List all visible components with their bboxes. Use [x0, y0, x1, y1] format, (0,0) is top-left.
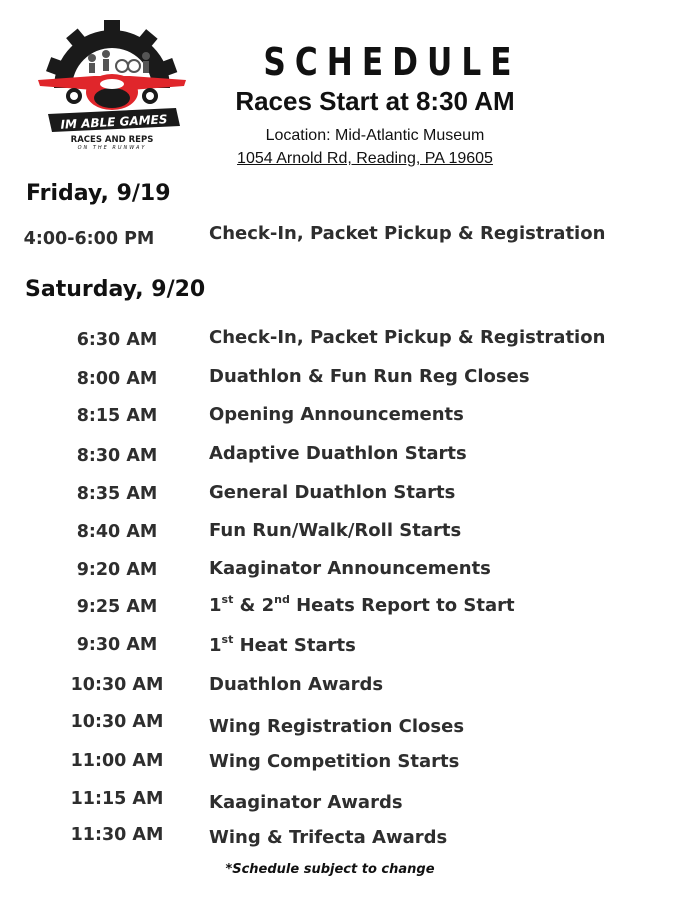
schedule-time: 8:40 AM [76, 522, 158, 542]
schedule-event: Check-In, Packet Pickup & Registration [209, 223, 606, 244]
schedule-time: 10:30 AM [70, 675, 164, 695]
schedule-event: Duathlon Awards [209, 674, 384, 695]
schedule-event: Kaaginator Awards [209, 792, 403, 813]
logo-sub-tagline: ON THE RUNWAY [77, 145, 147, 151]
schedule-event: Fun Run/Walk/Roll Starts [209, 520, 462, 541]
schedule-time: 6:30 AM [76, 330, 158, 350]
location-text: Location: Mid-Atlantic Museum [265, 127, 485, 144]
schedule-time: 8:30 AM [76, 446, 158, 466]
logo-brand-text: IM ABLE GAMES [60, 112, 168, 132]
ordinal-suffix: st [221, 633, 234, 646]
schedule-event: Wing Registration Closes [209, 716, 465, 737]
schedule-time: 8:00 AM [76, 369, 158, 389]
schedule-disclaimer: *Schedule subject to change [225, 862, 435, 877]
schedule-time: 9:20 AM [76, 560, 158, 580]
schedule-time: 4:00-6:00 PM [23, 229, 155, 249]
event-text: & 2 [233, 595, 275, 616]
schedule-event: General Duathlon Starts [209, 482, 456, 503]
address-link[interactable]: 1054 Arnold Rd, Reading, PA 19605 [237, 150, 493, 167]
schedule-event: Adaptive Duathlon Starts [209, 443, 467, 464]
logo-tagline: RACES AND REPS [70, 135, 154, 145]
logo-banner [48, 108, 180, 151]
schedule-event: Kaaginator Announcements [209, 558, 491, 579]
race-start-subtitle: Races Start at 8:30 AM [235, 86, 515, 116]
event-text: 1 [209, 595, 222, 616]
ordinal-suffix: nd [274, 593, 290, 606]
schedule-event: Duathlon & Fun Run Reg Closes [209, 366, 530, 387]
schedule-event [209, 595, 515, 616]
schedule-time: 9:30 AM [76, 635, 158, 655]
ordinal-suffix: st [221, 593, 234, 606]
event-text: Heat Starts [233, 635, 356, 656]
schedule-time: 11:30 AM [70, 825, 164, 845]
schedule-time: 11:15 AM [70, 789, 164, 809]
schedule-event: Wing & Trifecta Awards [209, 827, 448, 848]
schedule-time: 9:25 AM [76, 597, 158, 617]
event-text: 1 [209, 635, 222, 656]
schedule-time: 8:15 AM [76, 406, 158, 426]
day-heading-saturday: Saturday, 9/20 [25, 277, 206, 302]
page-title: SCHEDULE [263, 40, 521, 84]
airplane-icon [38, 74, 186, 110]
im-able-games-logo [34, 18, 190, 152]
schedule-event: Wing Competition Starts [209, 751, 460, 772]
schedule-event: Opening Announcements [209, 404, 464, 425]
schedule-time: 8:35 AM [76, 484, 158, 504]
schedule-time: 11:00 AM [70, 751, 164, 771]
event-text: Heats Report to Start [289, 595, 515, 616]
day-heading-friday: Friday, 9/19 [26, 181, 171, 206]
schedule-time: 10:30 AM [70, 712, 164, 732]
schedule-event: Check-In, Packet Pickup & Registration [209, 327, 606, 348]
schedule-event [209, 635, 356, 656]
